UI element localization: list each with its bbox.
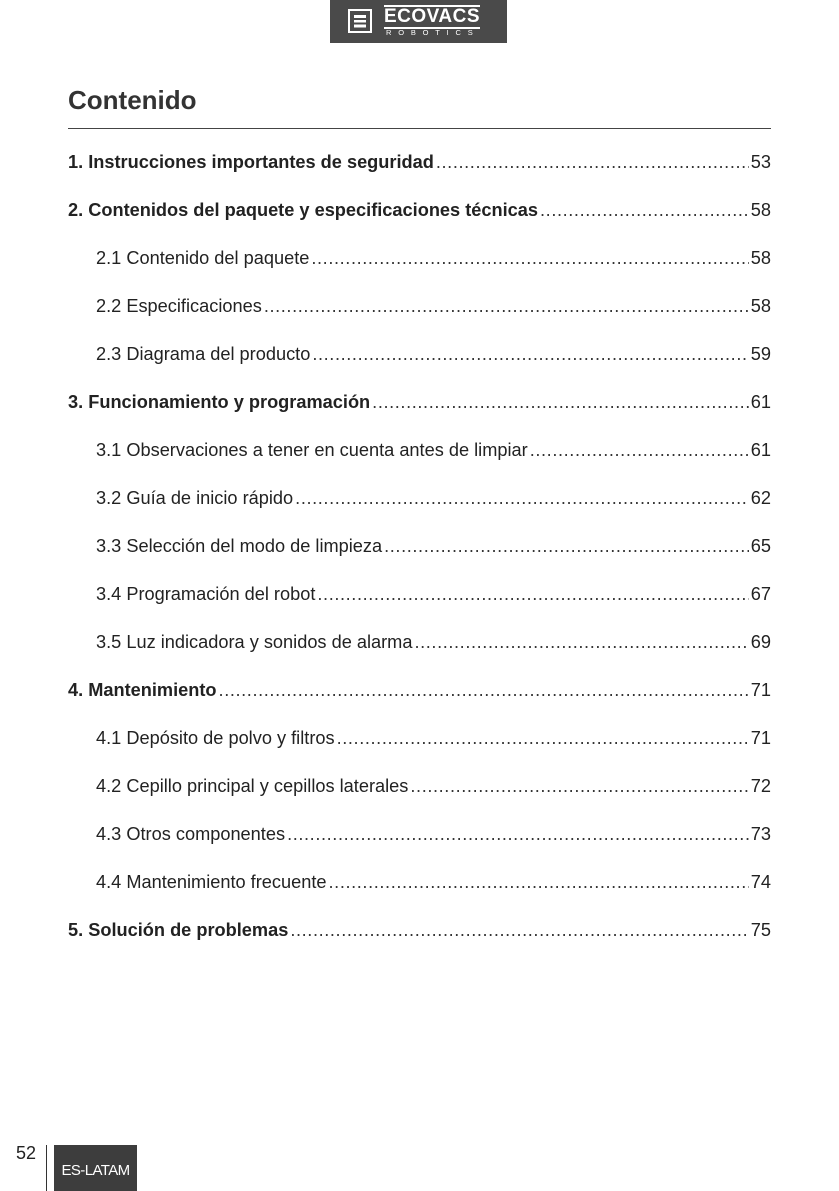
toc-entry-title: 3.1 Observaciones a tener en cuenta antes de limpiar <box>96 440 528 460</box>
table-of-contents <box>68 147 771 963</box>
toc-dot-leader <box>436 147 749 177</box>
logo-sub-text: ROBOTICS <box>386 28 480 37</box>
logo-brand-text: ECOVACS <box>384 6 481 27</box>
toc-entry-page: 62 <box>750 488 771 508</box>
toc-subsection-entry[interactable] <box>68 243 771 291</box>
toc-entry-page: 59 <box>750 344 771 364</box>
toc-entry-title: 3.5 Luz indicadora y sonidos de alarma <box>96 632 413 652</box>
toc-dot-leader <box>540 195 749 225</box>
toc-entry-title: 3. Funcionamiento y programación <box>68 392 371 412</box>
toc-dot-leader <box>264 291 749 321</box>
toc-subsection-entry[interactable] <box>68 483 771 531</box>
toc-entry-page: 75 <box>750 920 771 940</box>
toc-entry-page: 53 <box>750 152 771 172</box>
toc-entry-title: 2. Contenidos del paquete y especificaciones técnicas <box>68 200 539 220</box>
toc-dot-leader <box>384 531 749 561</box>
toc-dot-leader <box>530 435 749 465</box>
toc-subsection-entry[interactable] <box>68 627 771 675</box>
toc-dot-leader <box>410 771 748 801</box>
toc-entry-page: 58 <box>750 200 771 220</box>
toc-entry-title: 5. Solución de problemas <box>68 920 289 940</box>
toc-dot-leader <box>414 627 748 657</box>
toc-section-entry[interactable] <box>68 915 771 963</box>
region-badge: ES-LATAM <box>54 1145 137 1191</box>
toc-dot-leader <box>372 387 749 417</box>
toc-entry-title: 3.4 Programación del robot <box>96 584 316 604</box>
ecovacs-mark-icon <box>348 9 372 33</box>
toc-section-entry[interactable] <box>68 195 771 243</box>
toc-subsection-entry[interactable] <box>68 291 771 339</box>
toc-entry-page: 61 <box>750 392 771 412</box>
toc-dot-leader <box>317 579 748 609</box>
toc-subsection-entry[interactable] <box>68 867 771 915</box>
toc-entry-page: 58 <box>750 296 771 316</box>
toc-entry-title: 2.1 Contenido del paquete <box>96 248 310 268</box>
toc-dot-leader <box>290 915 748 945</box>
toc-subsection-entry[interactable] <box>68 579 771 627</box>
toc-entry-title: 4.4 Mantenimiento frecuente <box>96 872 327 892</box>
toc-entry-title: 4.2 Cepillo principal y cepillos laterales <box>96 776 409 796</box>
toc-entry-page: 69 <box>750 632 771 652</box>
toc-entry-page: 65 <box>750 536 771 556</box>
toc-dot-leader <box>329 867 749 897</box>
toc-section-entry[interactable] <box>68 675 771 723</box>
toc-subsection-entry[interactable] <box>68 339 771 387</box>
ecovacs-logo <box>330 0 507 43</box>
toc-dot-leader <box>337 723 749 753</box>
toc-subsection-entry[interactable] <box>68 531 771 579</box>
toc-dot-leader <box>312 339 748 369</box>
toc-section-entry[interactable] <box>68 147 771 195</box>
toc-subsection-entry[interactable] <box>68 723 771 771</box>
toc-entry-page: 74 <box>750 872 771 892</box>
toc-subsection-entry[interactable] <box>68 819 771 867</box>
toc-entry-page: 71 <box>750 680 771 700</box>
footer-divider <box>46 1145 47 1191</box>
toc-entry-page: 67 <box>750 584 771 604</box>
toc-entry-title: 3.3 Selección del modo de limpieza <box>96 536 383 556</box>
toc-entry-title: 1. Instrucciones importantes de seguridad <box>68 152 434 172</box>
toc-entry-page: 73 <box>750 824 771 844</box>
toc-entry-title: 3.2 Guía de inicio rápido <box>96 488 294 508</box>
toc-dot-leader <box>311 243 748 273</box>
toc-dot-leader <box>287 819 749 849</box>
toc-dot-leader <box>295 483 749 513</box>
toc-entry-page: 61 <box>750 440 771 460</box>
toc-subsection-entry[interactable] <box>68 771 771 819</box>
page-number: 52 <box>16 1143 37 1163</box>
toc-entry-page: 58 <box>750 248 771 268</box>
page-title: Contenido <box>68 85 197 115</box>
toc-entry-title: 2.3 Diagrama del producto <box>96 344 311 364</box>
toc-entry-title: 4. Mantenimiento <box>68 680 217 700</box>
toc-entry-title: 4.1 Depósito de polvo y filtros <box>96 728 335 748</box>
toc-section-entry[interactable] <box>68 387 771 435</box>
toc-subsection-entry[interactable] <box>68 435 771 483</box>
toc-entry-page: 71 <box>750 728 771 748</box>
toc-entry-title: 4.3 Otros componentes <box>96 824 286 844</box>
toc-entry-page: 72 <box>750 776 771 796</box>
title-divider <box>68 128 771 129</box>
toc-entry-title: 2.2 Especificaciones <box>96 296 262 316</box>
toc-dot-leader <box>219 675 749 705</box>
